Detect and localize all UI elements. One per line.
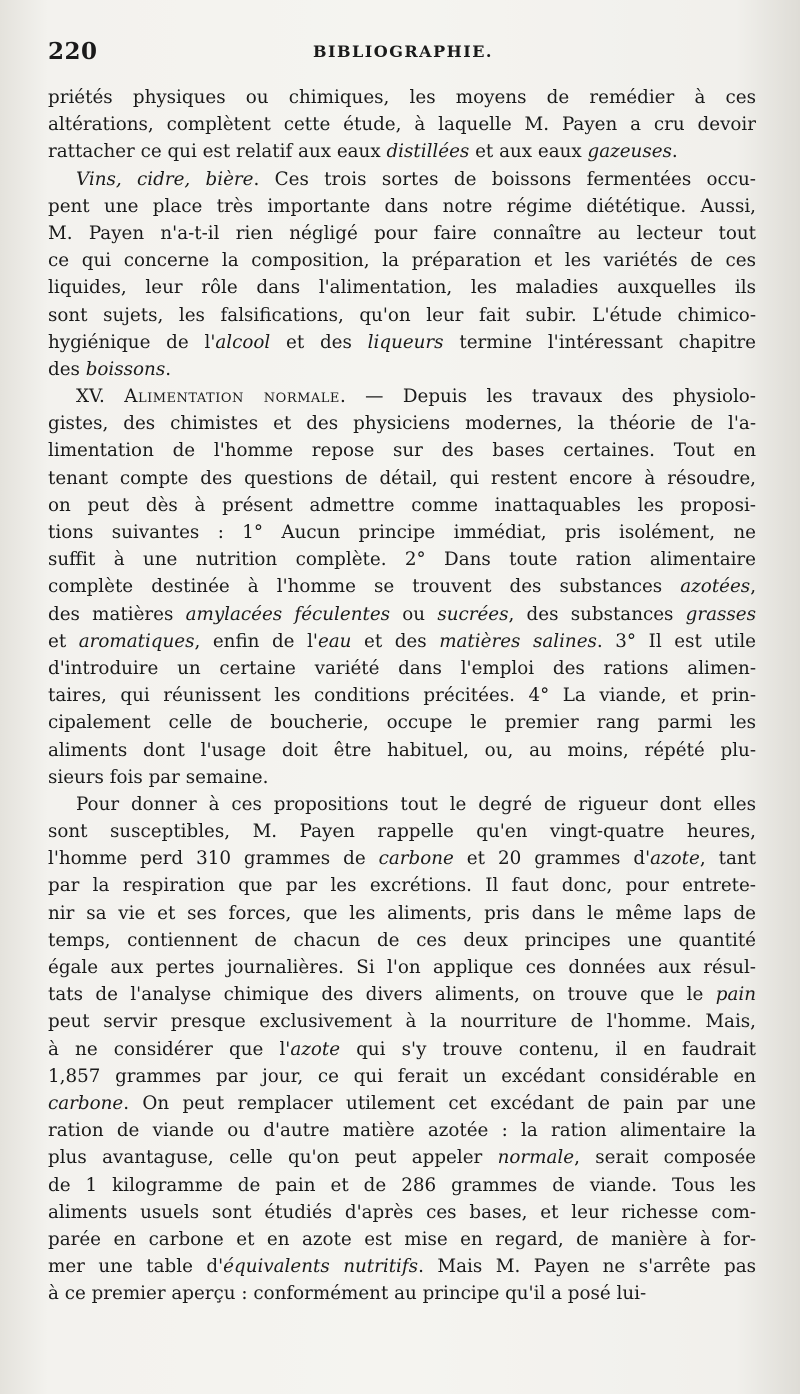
page-header xyxy=(48,38,758,78)
text-line: sieurs fois par semaine. xyxy=(48,766,269,788)
text-line: M. Payen n'a-t-il rien négligé pour faire connaître au lecteur tout xyxy=(48,222,756,244)
text-line: de 1 kilogramme de pain et de 286 grammes de viande. Tous les xyxy=(48,1174,756,1196)
text-line: pent une place très importante dans notre régime diététique. Aussi, xyxy=(48,195,756,217)
text-line: on peut dès à présent admettre comme inattaquables les proposi- xyxy=(48,494,756,516)
text-line: sont susceptibles, M. Payen rappelle qu'en vingt-quatre heures, xyxy=(48,821,756,843)
text-line: aliments dont l'usage doit être habituel, ou, au moins, répété plu- xyxy=(48,739,756,761)
text-line: limentation de l'homme repose sur des bases certaines. Tout en xyxy=(48,440,756,462)
text-line: priétés physiques ou chimiques, les moyens de remédier à ces xyxy=(48,87,756,108)
text-line: Vins, cidre, bière. Ces trois sortes de boissons fermentées occu- xyxy=(76,168,756,190)
text-line: et aromatiques, enfin de l'eau et des matières salines. 3° Il est utile xyxy=(48,630,756,652)
text-line: à ce premier aperçu : conformément au principe qu'il a posé lui- xyxy=(48,1283,647,1305)
text-line: hygiénique de l'alcool et des liqueurs termine l'intéressant chapitre xyxy=(48,331,756,353)
text-line: rattacher ce qui est relatif aux eaux distillées et aux eaux gazeuses. xyxy=(48,141,678,163)
text-line: égale aux pertes journalières. Si l'on applique ces données aux résul- xyxy=(48,957,756,978)
text-line: plus avantaguse, celle qu'on peut appeler normale, serait composée xyxy=(48,1147,756,1169)
text-line: à ne considérer que l'azote qui s'y trouve contenu, il en faudrait xyxy=(48,1038,756,1060)
text-line: ration de viande ou d'autre matière azotée : la ration alimentaire la xyxy=(48,1120,756,1142)
text-line: temps, contiennent de chacun de ces deux principes une quantité xyxy=(48,929,756,951)
text-line: liquides, leur rôle dans l'alimentation, les maladies auxquelles ils xyxy=(48,277,756,299)
text-line: nir sa vie et ses forces, que les aliments, pris dans le même laps de xyxy=(48,902,756,924)
text-line: complète destinée à l'homme se trouvent des substances azotées, xyxy=(48,576,756,598)
text-line: Pour donner à ces propositions tout le degré de rigueur dont elles xyxy=(76,793,756,815)
text-line: parée en carbone et en azote est mise en regard, de manière à for- xyxy=(48,1228,756,1250)
text-line: des matières amylacées féculentes ou sucrées, des substances grasses xyxy=(48,603,756,625)
text-line: des boissons. xyxy=(48,358,172,380)
text-line: taires, qui réunissent les conditions précitées. 4° La viande, et prin- xyxy=(48,685,756,707)
text-line: d'introduire un certaine variété dans l'emploi des rations alimen- xyxy=(48,657,756,679)
text-line: ce qui concerne la composition, la préparation et les variétés de ces xyxy=(48,250,756,272)
text-line: tenant compte des questions de détail, qui restent encore à résoudre, xyxy=(48,467,756,489)
text-line: 1,857 grammes par jour, ce qui ferait un excédant considérable en xyxy=(48,1065,756,1087)
page-number: 220 xyxy=(48,38,98,65)
text-line: sont sujets, les falsifications, qu'on leur fait subir. L'étude chimico- xyxy=(48,304,756,326)
text-line: suffit à une nutrition complète. 2° Dans toute ration alimentaire xyxy=(48,549,756,571)
body-text xyxy=(48,84,756,1307)
text-line: par la respiration que par les excrétions. Il faut donc, pour entrete- xyxy=(48,875,756,897)
text-line: mer une table d'équivalents nutritifs. Mais M. Payen ne s'arrête pas xyxy=(48,1256,756,1278)
text-line: carbone. On peut remplacer utilement cet excédant de pain par une xyxy=(48,1092,756,1114)
text-line: XV. Alimentation normale. — Depuis les travaux des physiolo- xyxy=(76,386,756,408)
text-line: peut servir presque exclusivement à la nourriture de l'homme. Mais, xyxy=(48,1011,756,1033)
running-title: BIBLIOGRAPHIE. xyxy=(313,42,493,61)
text-line: gistes, des chimistes et des physiciens modernes, la théorie de l'a- xyxy=(48,413,756,435)
text-line: altérations, complètent cette étude, à laquelle M. Payen a cru devoir xyxy=(48,114,756,136)
text-line: l'homme perd 310 grammes de carbone et 20 grammes d'azote, tant xyxy=(48,848,756,870)
text-line: cipalement celle de boucherie, occupe le premier rang parmi les xyxy=(48,712,756,734)
text-line: tats de l'analyse chimique des divers aliments, on trouve que le pain xyxy=(48,984,756,1006)
text-line: aliments usuels sont étudiés d'après ces bases, et leur richesse com- xyxy=(48,1201,756,1223)
text-line: tions suivantes : 1° Aucun principe immédiat, pris isolément, ne xyxy=(48,522,756,543)
